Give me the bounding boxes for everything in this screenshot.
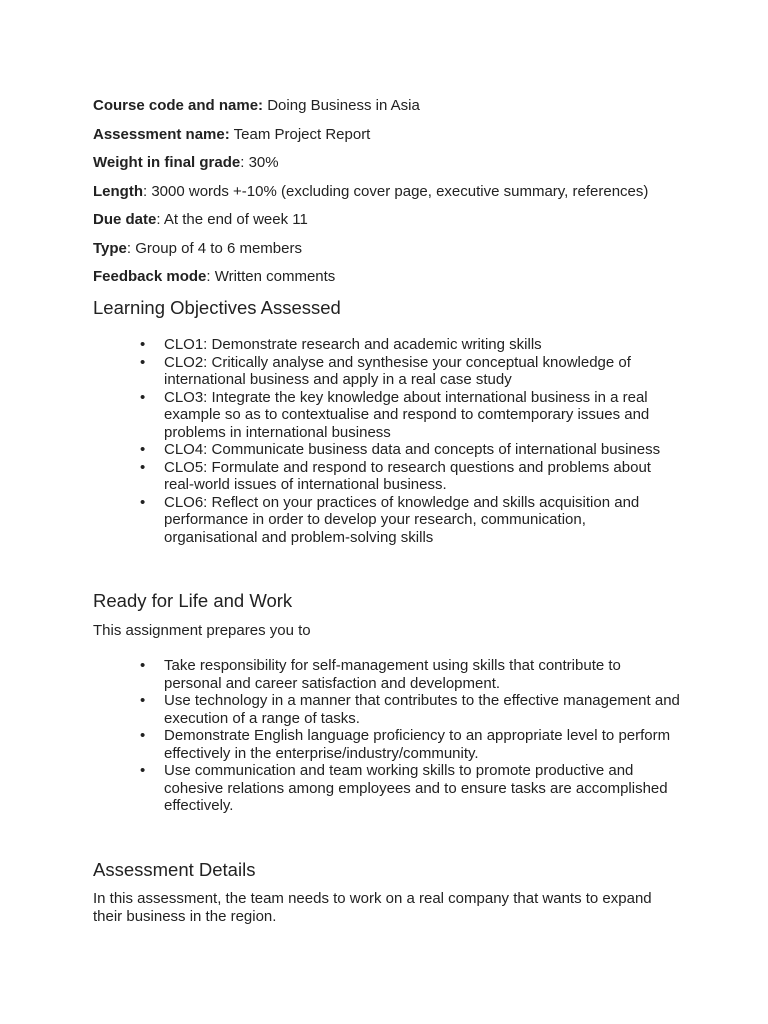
learning-objectives-list	[140, 336, 680, 546]
ready-intro: This assignment prepares you to	[93, 622, 311, 639]
assessment-meta	[93, 97, 693, 297]
list-item: • CLO1: Demonstrate research and academic writing skills	[140, 336, 680, 354]
assessment-details-heading: Assessment Details	[93, 859, 256, 880]
ready-life-work-heading: Ready for Life and Work	[93, 590, 293, 611]
list-item: • CLO6: Reflect on your practices of knowledge and skills acquisition and performance in order to develop your research, communication, organisational and problem-solving skills	[140, 494, 680, 547]
meta-type: Type: Group of 4 to 6 members	[93, 239, 302, 257]
list-item: • CLO4: Communicate business data and concepts of international business	[140, 441, 680, 459]
list-item: • Demonstrate English language proficiency to an appropriate level to perform effectively in the enterprise/industry/community.	[140, 727, 680, 762]
list-item: • Use technology in a manner that contributes to the effective management and execution of a range of tasks.	[140, 692, 680, 727]
assessment-details-body: In this assessment, the team needs to work on a real company that wants to expand their business in the region.	[93, 890, 652, 925]
meta-course: Course code and name: Doing Business in Asia	[93, 97, 420, 114]
meta-assessment-name: Assessment name: Team Project Report	[93, 125, 371, 143]
list-item: • CLO3: Integrate the key knowledge about international business in a real example so as to contextualise and respond to comtemporary issues and problems in international business	[140, 389, 680, 442]
list-item: • CLO2: Critically analyse and synthesise your conceptual knowledge of international business and apply in a real case study	[140, 354, 680, 389]
learning-objectives-heading: Learning Objectives Assessed	[93, 297, 341, 318]
meta-weight: Weight in final grade: 30%	[93, 154, 279, 171]
list-item: • Use communication and team working skills to promote productive and cohesive relations among employees and to ensure tasks are accomplished effectively.	[140, 762, 680, 815]
list-item: • CLO5: Formulate and respond to research questions and problems about real-world issues of international business.	[140, 459, 680, 494]
list-item: • Take responsibility for self-management using skills that contribute to personal and career satisfaction and development.	[140, 657, 680, 692]
ready-life-work-list	[140, 657, 680, 815]
meta-feedback-mode: Feedback mode: Written comments	[93, 268, 336, 285]
meta-length: Length: 3000 words +-10% (excluding cover page, executive summary, references)	[93, 182, 649, 200]
meta-due-date: Due date: At the end of week 11	[93, 211, 308, 228]
